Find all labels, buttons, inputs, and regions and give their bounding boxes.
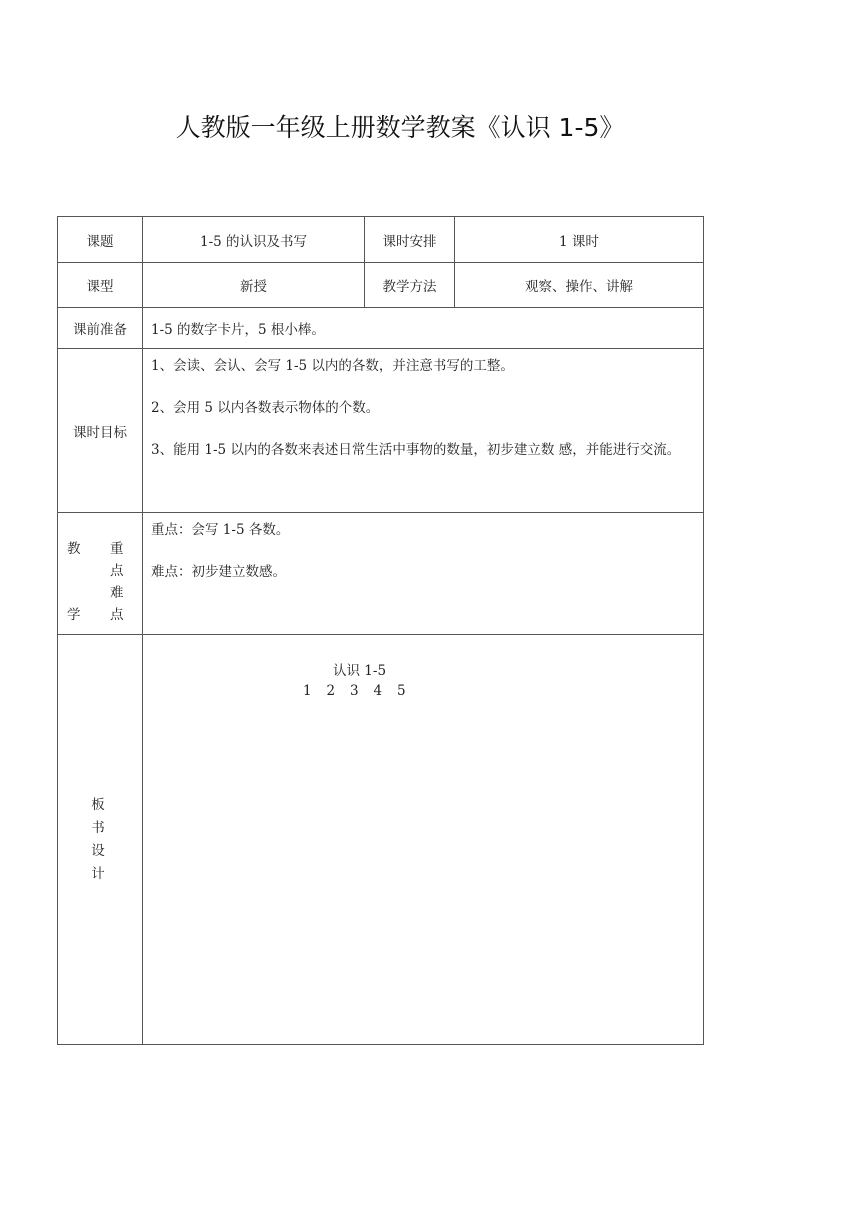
label-char: 学	[67, 607, 81, 623]
board-numbers	[303, 683, 421, 699]
label-char: 书	[91, 819, 105, 836]
lesson-type-value: 新授	[143, 263, 365, 308]
table-row	[58, 635, 704, 1045]
objective-item: 1、会读、会认、会写 1-5 以内的各数，并注意书写的工整。	[151, 358, 514, 374]
table-row	[58, 217, 704, 263]
topic-value: 1-5 的认识及书写	[143, 217, 365, 263]
board-design-label	[58, 635, 143, 1045]
key-point-item: 难点：初步建立数感。	[151, 564, 286, 580]
preparation-value: 1-5 的数字卡片，5 根小棒。	[143, 308, 704, 349]
board-number: 3	[350, 683, 359, 699]
table-row	[58, 308, 704, 349]
board-title: 认识 1-5	[333, 663, 387, 679]
board-number: 1	[303, 683, 312, 699]
table-row	[58, 263, 704, 308]
method-value: 观察、操作、讲解	[455, 263, 704, 308]
preparation-label: 课前准备	[58, 308, 143, 349]
document-title: 人教版一年级上册数学教案《认识 1-5》	[175, 113, 625, 142]
key-point-item: 重点：会写 1-5 各数。	[151, 522, 290, 538]
schedule-value: 1 课时	[455, 217, 704, 263]
topic-label: 课题	[58, 217, 143, 263]
label-char: 板	[91, 796, 105, 813]
key-points-content	[143, 513, 704, 635]
objective-item: 2、会用 5 以内各数表示物体的个数。	[151, 400, 380, 416]
board-number: 5	[397, 683, 406, 699]
board-number: 2	[326, 683, 336, 699]
key-points-label	[58, 513, 143, 635]
method-label: 教学方法	[365, 263, 455, 308]
label-char: 教	[67, 541, 81, 557]
board-design-content	[143, 635, 704, 1045]
board-number: 4	[373, 683, 383, 699]
table-row	[58, 513, 704, 635]
label-char: 点	[110, 563, 124, 579]
label-char: 设	[91, 842, 105, 859]
label-char: 重	[110, 541, 124, 557]
label-char: 点	[110, 607, 124, 623]
label-char: 难	[110, 585, 124, 601]
table-row	[58, 349, 704, 513]
lesson-type-label: 课型	[58, 263, 143, 308]
schedule-label: 课时安排	[365, 217, 455, 263]
objectives-content	[143, 349, 704, 513]
objectives-label: 课时目标	[58, 349, 143, 513]
objective-item: 3、能用 1-5 以内的各数来表述日常生活中事物的数量，初步建立数 感，并能进行交流。	[151, 442, 681, 458]
lesson-plan-table	[57, 216, 704, 1045]
label-char: 计	[91, 865, 105, 882]
